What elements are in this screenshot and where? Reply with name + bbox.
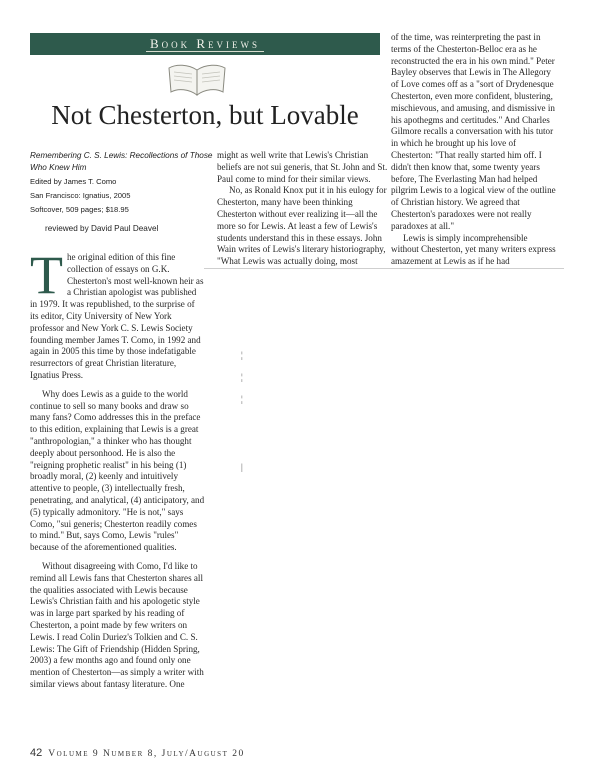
book-format: Softcover, 509 pages; $18.95 bbox=[30, 205, 129, 214]
scan-mark: ¦ bbox=[241, 394, 243, 404]
scan-divider-line bbox=[204, 268, 564, 269]
issue-info: Volume 9 Number 8, July/August 20 bbox=[48, 749, 245, 759]
book-publisher: San Francisco: Ignatius, 2005 bbox=[30, 191, 131, 200]
paragraph: he original edition of this fine collection of essays on G.K. Chesterton's most well-known heir as a Christian apologist was published in 1979. It was republished, to the surprise of its editor, City University of New York professor and New York C. S. Lewis Society founding member James T. Como, in 1992 and again in 2005 this time by those indefatigable resurrectors of great Christian literature, Ignatius Press. bbox=[30, 252, 204, 380]
paragraph: Why does Lewis as a guide to the world continue to sell so many books and draw so many fans? Como addresses this in the preface to this edition, explaining that Lewis is a great "anthropologian," a thinker who has thought deeply about personhood. He is also the "reigning prophetic realist" in his being (1) broadly moral, (2) keenly and intuitively attentive to people, (3) intellectually fresh, penetrating, and analytical, (4) anticipatory, and (5) typically admonitory. "He is not," says Como, "sui generis; Chesterton readily comes to mind." But, says Como, Lewis "rules" because of the aforementioned qualities. bbox=[30, 388, 205, 553]
section-banner bbox=[30, 33, 380, 55]
paragraph: of the time, was reinterpreting the past in terms of the Chesterton-Belloc era as he reconstructed the era in his own mind." Peter Bayley observes that Lewis in The Allegory of Love comes off as a "sort of Drydenesque Chesterton, even more confident, blustering, mischievous, and amusing, and dismissive in his apothegms and certitudes." And Charles Gilmore recalls a conversation with his tutor in which he brought up his love of Chesterton: "That really started him off. I didn't then know that, some twenty years before, The Everlasting Man had helped pilgrim Lewis to a logical view of the outline of Christian history. We agreed that Chesterton's paradoxes were not really paradoxes at all." bbox=[391, 32, 556, 231]
section-banner-label: Book Reviews bbox=[146, 36, 264, 52]
article-headline: Not Chesterton, but Lovable bbox=[51, 100, 359, 130]
paragraph: Lewis is simply incomprehensible without Chesterton, yet many writers express amazement at Lewis as if he had bbox=[391, 232, 556, 267]
page-number: 42 bbox=[30, 747, 43, 759]
paragraph: Without disagreeing with Como, I'd like to remind all Lewis fans that Chesterton shares all the qualities associated with Lewis because Lewis's Christian faith and his apologetic style was in large part sparked by his reading of Chesterton, a point made by few writers on Lewis. I read Colin Duriez's Tolkien and C. S. Lewis: The Gift of Friendship (Hidden Spring, 2003) a few months ago and found only one mention of Chesterton—as simply a writer with similar views about fantasy literature. One bbox=[30, 560, 204, 689]
paragraph: No, as Ronald Knox put it in his eulogy for Chesterton, many have been thinking Chesterton without ever realizing it—all the more so for Lewis. At least a few of Lewis's students understand this in these essays. John Wain writes of Lewis's literary historiography, "What Lewis was actually doing, most bbox=[217, 185, 387, 267]
scan-mark: ¦ bbox=[241, 350, 243, 360]
page-footer bbox=[30, 747, 245, 759]
reviewer-byline: reviewed by David Paul Deavel bbox=[45, 224, 159, 233]
drop-cap: T bbox=[30, 245, 63, 305]
scan-mark: | bbox=[241, 462, 243, 472]
scan-mark: ¦ bbox=[241, 372, 243, 382]
book-title: Remembering C. S. Lewis: Recollections of Those Who Knew Him bbox=[30, 151, 213, 172]
paragraph: might as well write that Lewis's Christian beliefs are not sui generis, that St. John and St. Paul come to mind for their similar views. bbox=[217, 150, 388, 184]
column-3 bbox=[391, 32, 557, 268]
column-1 bbox=[30, 245, 205, 691]
open-book-icon bbox=[164, 60, 230, 100]
column-2 bbox=[217, 150, 389, 268]
book-editor: Edited by James T. Como bbox=[30, 177, 117, 186]
